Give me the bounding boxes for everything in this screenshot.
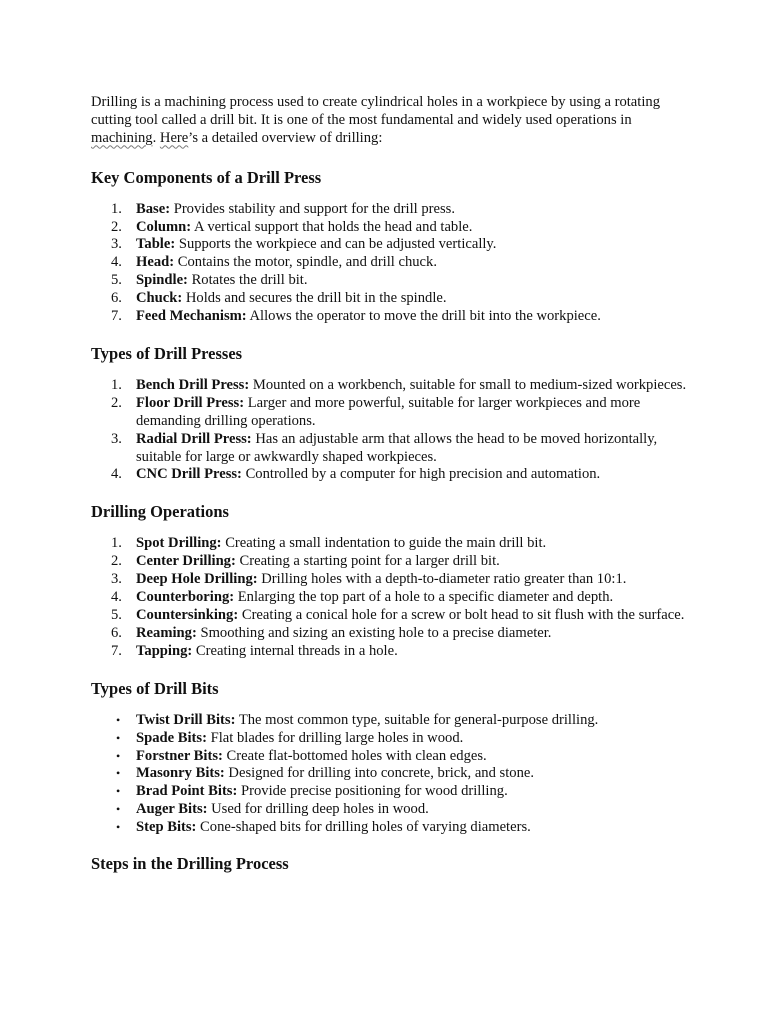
list-item <box>91 272 691 290</box>
list-item <box>91 589 691 607</box>
document-page <box>91 93 691 874</box>
bullet-icon: • <box>116 730 121 745</box>
heading-steps-in-drilling-process: Steps in the Drilling Process <box>91 854 289 874</box>
item-number: 7. <box>111 642 122 659</box>
item-text: Designed for drilling into concrete, brick, and stone. <box>224 765 535 782</box>
item-text: Holds and secures the drill bit in the spindle. <box>182 290 447 307</box>
item-term: Head: <box>136 254 175 271</box>
list-item <box>91 395 691 431</box>
item-term: Forstner Bits: <box>136 747 223 764</box>
item-text: Mounted on a workbench, suitable for small to medium-sized workpieces. <box>249 376 687 393</box>
item-text: Creating internal threads in a hole. <box>192 642 398 659</box>
heading-types-of-drill-bits: Types of Drill Bits <box>91 678 219 698</box>
item-number: 5. <box>111 607 122 624</box>
item-text: A vertical support that holds the head and table. <box>191 218 473 235</box>
item-term: Masonry Bits: <box>136 765 225 782</box>
list-item <box>91 730 691 748</box>
list-item <box>91 819 691 837</box>
item-number: 5. <box>111 272 122 289</box>
item-text: Allows the operator to move the drill bit into the workpiece. <box>246 308 601 325</box>
bullet-icon: • <box>116 802 121 817</box>
item-term: Center Drilling: <box>136 553 236 570</box>
item-number: 3. <box>111 571 122 588</box>
item-term: Spade Bits: <box>136 729 207 746</box>
item-number: 4. <box>111 466 122 483</box>
bullet-icon: • <box>116 820 121 835</box>
bullet-icon: • <box>116 784 121 799</box>
item-number: 6. <box>111 624 122 641</box>
intro-text-1: Drilling is a machining process used to create cylindrical holes in a workpiece by using a rotating cutting tool called a drill bit. It is one of the most fundamental and widely used operations in <box>91 94 660 129</box>
item-text: Create flat-bottomed holes with clean edges. <box>222 747 487 764</box>
item-text: Creating a conical hole for a screw or bolt head to sit flush with the surface. <box>238 607 685 624</box>
list-item <box>91 377 691 395</box>
item-term: Twist Drill Bits: <box>136 711 236 728</box>
item-term: Feed Mechanism: <box>136 308 247 325</box>
item-term: Step Bits: <box>136 819 197 836</box>
bullet-icon: • <box>116 766 121 781</box>
intro-text-2: . <box>152 130 160 147</box>
bullet-icon: • <box>116 748 121 763</box>
item-number: 3. <box>111 430 122 447</box>
item-term: Chuck: <box>136 290 183 307</box>
item-text: The most common type, suitable for general-purpose drilling. <box>235 711 599 728</box>
item-text: Controlled by a computer for high precision and automation. <box>241 466 601 483</box>
item-term: Base: <box>136 200 171 217</box>
item-term: Brad Point Bits: <box>136 783 238 800</box>
item-number: 7. <box>111 308 122 325</box>
item-term: Tapping: <box>136 642 193 659</box>
item-text: Rotates the drill bit. <box>187 272 308 289</box>
list-item <box>91 466 691 484</box>
item-text: Contains the motor, spindle, and drill chuck. <box>174 254 437 271</box>
item-term: Radial Drill Press: <box>136 430 252 447</box>
heading-types-of-drill-presses: Types of Drill Presses <box>91 343 243 363</box>
list-item <box>91 712 691 730</box>
item-number: 3. <box>111 236 122 253</box>
list-item <box>91 765 691 783</box>
item-term: Counterboring: <box>136 589 235 606</box>
item-term: Spot Drilling: <box>136 535 222 552</box>
item-number: 2. <box>111 218 122 235</box>
list-item <box>91 431 691 467</box>
list-item <box>91 783 691 801</box>
item-term: Deep Hole Drilling: <box>136 571 258 588</box>
item-text: Provide precise positioning for wood drilling. <box>237 783 508 800</box>
item-term: Bench Drill Press: <box>136 376 250 393</box>
item-term: Spindle: <box>136 272 188 289</box>
item-term: CNC Drill Press: <box>136 466 242 483</box>
item-number: 4. <box>111 589 122 606</box>
item-number: 1. <box>111 376 122 393</box>
item-term: Auger Bits: <box>136 801 208 818</box>
item-text: Flat blades for drilling large holes in wood. <box>206 729 464 746</box>
spellcheck-word-machining: machining <box>91 130 153 147</box>
list-item <box>91 254 691 272</box>
operations-list <box>91 535 691 660</box>
item-number: 4. <box>111 254 122 271</box>
list-item <box>91 290 691 308</box>
item-text: Creating a small indentation to guide the main drill bit. <box>221 535 547 552</box>
intro-text-3: ’s a detailed overview of drilling: <box>188 130 383 147</box>
list-item <box>91 553 691 571</box>
list-item <box>91 571 691 589</box>
heading-drilling-operations: Drilling Operations <box>91 502 229 522</box>
item-number: 1. <box>111 535 122 552</box>
heading-key-components: Key Components of a Drill Press <box>91 167 322 187</box>
item-text: Enlarging the top part of a hole to a specific diameter and depth. <box>234 589 614 606</box>
item-text: Supports the workpiece and can be adjusted vertically. <box>175 236 497 253</box>
bullet-icon: • <box>116 712 121 727</box>
item-text: Used for drilling deep holes in wood. <box>207 801 429 818</box>
list-item <box>91 801 691 819</box>
item-text: Has an adjustable arm that allows the head to be moved horizontally, suitable for large or awkwardly shaped workpieces. <box>136 430 658 465</box>
item-term: Column: <box>136 218 192 235</box>
list-item <box>91 625 691 643</box>
list-item <box>91 201 691 219</box>
item-text: Drilling holes with a depth-to-diameter ratio greater than 10:1. <box>257 571 627 588</box>
item-text: Smoothing and sizing an existing hole to a precise diameter. <box>196 624 552 641</box>
spellcheck-word-here: Here <box>159 130 189 147</box>
list-item <box>91 607 691 625</box>
list-item <box>91 643 691 661</box>
item-term: Floor Drill Press: <box>136 394 245 411</box>
item-number: 2. <box>111 553 122 570</box>
list-item <box>91 308 691 326</box>
components-list <box>91 201 691 326</box>
intro-paragraph <box>91 93 691 148</box>
item-text: Larger and more powerful, suitable for larger workpieces and more demanding drilling operations. <box>136 394 641 429</box>
item-number: 1. <box>111 200 122 217</box>
list-item <box>91 748 691 766</box>
item-term: Table: <box>136 236 176 253</box>
list-item <box>91 236 691 254</box>
item-text: Creating a starting point for a larger drill bit. <box>235 553 500 570</box>
presses-list <box>91 377 691 484</box>
item-term: Reaming: <box>136 624 197 641</box>
item-term: Countersinking: <box>136 607 239 624</box>
item-number: 2. <box>111 394 122 411</box>
list-item <box>91 219 691 237</box>
bits-list <box>91 712 691 837</box>
list-item <box>91 535 691 553</box>
item-number: 6. <box>111 290 122 307</box>
item-text: Cone-shaped bits for drilling holes of varying diameters. <box>196 819 531 836</box>
item-text: Provides stability and support for the drill press. <box>170 200 456 217</box>
